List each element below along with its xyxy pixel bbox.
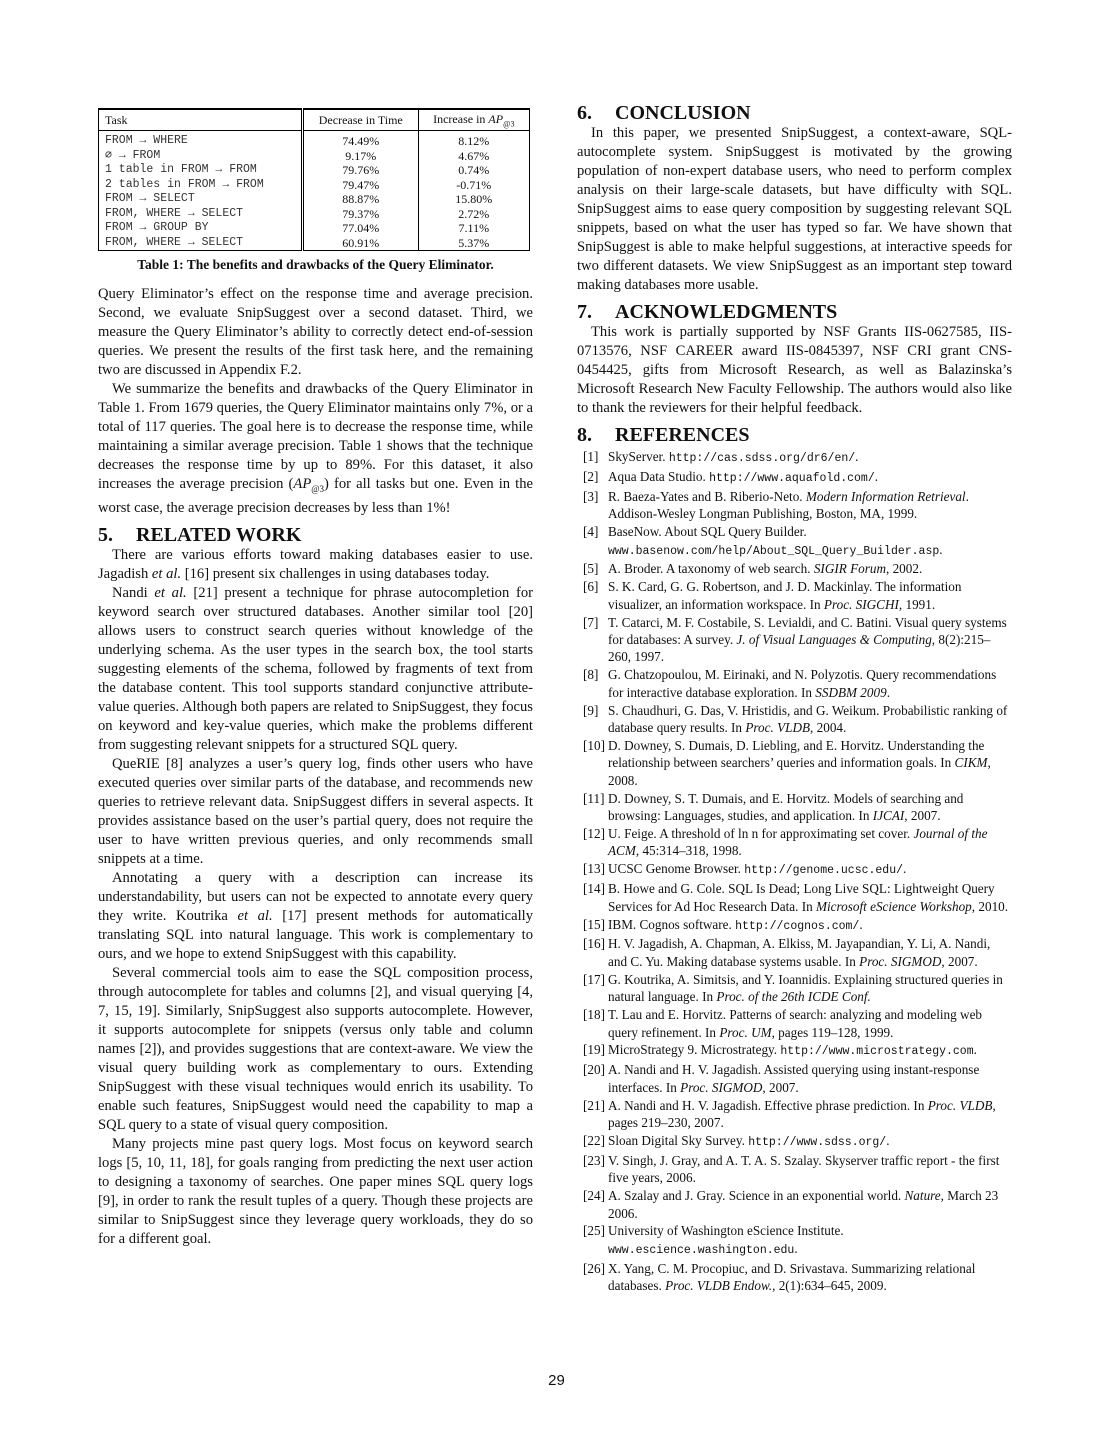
text-run: , 45:314–318, 1998. (635, 843, 742, 859)
text-run: [21] present a technique for phrase autocompletion for keyword search over structured databases. Another similar tool [20] allows users to construct search queries without knowledge of the underlying schema. As the user types in the search box, the tool starts suggesting elements of the schema, followed by fragments of text from the database content. This tool supports standard conjunctive attribute-value queries. Although both papers are related to SnipSuggest, they focus on keyword and key-value queries, which make the problems different from suggesting relevant snippets for a structured SQL query. (98, 585, 533, 754)
cell-task: 2 tables in FROM → FROM (99, 178, 303, 193)
page-number: 29 (548, 1372, 565, 1389)
reference-item (577, 1187, 1012, 1222)
cell-task: FROM, WHERE → SELECT (99, 207, 303, 222)
italic-text: Proc. of the 26th ICDE Conf. (716, 989, 871, 1005)
cell-increase-ap: 15.80% (418, 192, 529, 207)
reference-item (577, 560, 1012, 577)
reference-number: [16] (583, 936, 605, 952)
reference-item (577, 1097, 1012, 1132)
italic-text: Proc. VLDB Endow. (665, 1278, 773, 1294)
paragraph (98, 285, 533, 380)
header-task: Task (99, 109, 303, 131)
reference-number: [11] (583, 790, 605, 806)
results-table (98, 108, 530, 251)
paragraph (98, 869, 533, 964)
section-number: 6. (577, 102, 592, 124)
text-run: S. K. Card, G. G. Robertson, and J. D. Mackinlay. The information visualizer, an information workspace. In (608, 579, 962, 612)
italic-text: SSDBM 2009 (815, 684, 887, 700)
text-run: , 8(2):215–260, 1997. (608, 632, 991, 665)
text-run: V. Singh, J. Gray, and A. T. A. S. Szalay. Skyserver traffic report - the first five years, 2006. (608, 1152, 1000, 1186)
paragraph (577, 124, 1012, 295)
header-ap-prefix: Increase in (433, 112, 489, 126)
text-run: . (939, 541, 943, 557)
reference-item (577, 971, 1012, 1006)
text-run: S. Chaudhuri, G. Das, V. Hristidis, and G. Weikum. Probabilistic ranking of database query results. In (608, 702, 1008, 736)
text-run: A. Szalay and J. Gray. Science in an exponential world. (608, 1188, 905, 1204)
section-heading (577, 301, 1012, 323)
text-run: In this paper, we presented SnipSuggest, a context-aware, SQL-autocomplete system. SnipSuggest is motivated by the growing population of non-expert database users, who need to perform complex analysis on their large-scale datasets, but have difficulty with SQL. SnipSuggest aims to ease query composition by suggesting relevant SQL snippets, based on what the user has typed so far. We have shown that SnipSuggest is able to make helpful suggestions, at interactive speeds for two different datasets. We view SnipSuggest as an important step toward making databases more usable. (577, 125, 1012, 293)
text-run: , 2010. (971, 898, 1009, 914)
reference-item (577, 1260, 1012, 1295)
reference-number: [10] (583, 738, 605, 753)
section-number: 7. (577, 301, 592, 323)
text-run: , 2007. (904, 808, 941, 824)
text-run: SkyServer. (608, 449, 669, 464)
cell-task: ∅ → FROM (99, 149, 303, 164)
paragraph (98, 546, 533, 584)
text-run: T. Catarci, M. F. Costabile, S. Levialdi, and C. Batini. Visual query systems for databases: A survey. (608, 614, 1007, 648)
text-run: BaseNow. About SQL Query Builder. (608, 524, 807, 540)
text-run: . Addison-Wesley Longman Publishing, Boston, MA, 1999. (608, 488, 969, 522)
text-run: University of Washington eScience Institute. (608, 1223, 844, 1239)
cell-decrease-time: 60.91% (302, 236, 418, 251)
text-run: . (886, 1132, 890, 1148)
reference-item (577, 1041, 1012, 1060)
text-run: , pages 119–128, 1999. (771, 1024, 894, 1040)
text-run: There are various efforts toward making databases easier to use. Jagadish (98, 547, 533, 583)
header-ap-math: AP (488, 112, 504, 126)
text-run: , 2002. (885, 561, 923, 577)
table-row (99, 149, 530, 164)
italic-text: Microsoft eScience Workshop (816, 898, 972, 914)
table-header-row (99, 109, 530, 131)
reference-item (577, 448, 1012, 467)
cell-decrease-time: 88.87% (302, 192, 418, 207)
text-run: UCSC Genome Browser. (608, 861, 745, 877)
cell-decrease-time: 79.37% (302, 207, 418, 222)
section-title: ACKNOWLEDGMENTS (615, 301, 838, 323)
text-run: , pages 219–230, 2007. (608, 1097, 996, 1131)
reference-number: [17] (583, 971, 605, 987)
paragraph (98, 964, 533, 1135)
table-caption: Table 1: The benefits and drawbacks of the Query Eliminator. (137, 257, 494, 273)
reference-number: [25] (583, 1223, 605, 1239)
text-run: QueRIE [8] analyzes a user’s query log, finds other users who have executed queries over similar parts of the database, and recommends new queries to retrieve relevant data. SnipSuggest differs in several aspects. It provides assistance based on the user’s partial query, does not require the user to have written previous queries, and only recommends small snippets at a time. (98, 756, 533, 868)
text-run: A. Nandi and H. V. Jagadish. Effective phrase prediction. In (608, 1097, 928, 1113)
cell-task: FROM, WHERE → SELECT (99, 236, 303, 251)
italic-text: CIKM (954, 755, 988, 771)
italic-text: Modern Information Retrieval (805, 488, 966, 504)
text-run: A. Nandi and H. V. Jagadish. Assisted querying using instant-response interfaces. In (608, 1062, 980, 1095)
section-title: REFERENCES (615, 424, 750, 446)
reference-item (577, 935, 1012, 970)
cell-task: FROM → WHERE (99, 131, 303, 149)
italic-text: Nature (904, 1188, 941, 1204)
text-run: T. Lau and E. Horvitz. Patterns of search: analyzing and modeling web query refinement. In (608, 1007, 983, 1040)
reference-number: [1] (583, 449, 599, 464)
cell-increase-ap: 0.74% (418, 163, 529, 178)
reference-number: [26] (583, 1260, 605, 1276)
text-run: , 1991. (898, 596, 936, 612)
reference-item (577, 1132, 1012, 1151)
reference-number: [14] (583, 881, 605, 897)
italic-text: Proc. SIGCHI (823, 596, 899, 612)
reference-item (577, 578, 1012, 613)
reference-list (577, 448, 1012, 1295)
text-run: , 2008. (608, 755, 991, 788)
text-run: This work is partially supported by NSF Grants IIS-0627585, IIS-0713576, NSF CAREER award IIS-0845397, NSF CRI grant CNS-0454425, gifts from Microsoft Research, as well as Balazinska’s Microsoft Research New Faculty Fellowship. The authors would also like to thank the reviewers for their helpful feedback. (577, 324, 1012, 416)
italic-text: Proc. SIGMOD (680, 1079, 763, 1095)
reference-item (577, 1006, 1012, 1041)
section-title: CONCLUSION (615, 102, 751, 124)
italic-text: Proc. VLDB (927, 1097, 993, 1113)
reference-item (577, 825, 1012, 860)
reference-number: [6] (583, 579, 599, 595)
text-run: , 2(1):634–645, 2009. (772, 1278, 887, 1294)
url-text: www.basenow.com/help/About_SQL_Query_Builder.asp (608, 544, 940, 558)
italic-text: Proc. SIGMOD (859, 953, 942, 969)
subscript: @3 (311, 484, 325, 495)
cell-decrease-time: 74.49% (302, 131, 418, 149)
reference-item (577, 488, 1012, 523)
text-run: IBM. Cognos software. (608, 916, 736, 932)
section-heading (577, 424, 1012, 446)
right-column (577, 96, 1012, 1295)
text-run: . (903, 861, 907, 877)
text-run: [16] present six challenges in using databases today. (181, 566, 490, 583)
cell-increase-ap: 8.12% (418, 131, 529, 149)
text-run: D. Downey, S. Dumais, D. Liebling, and E. Horvitz. Understanding the relationship between searchers’ queries and information goals. In (608, 738, 985, 771)
reference-number: [20] (583, 1062, 605, 1078)
reference-item (577, 1152, 1012, 1187)
reference-number: [23] (583, 1152, 605, 1168)
text-run: . (874, 468, 879, 484)
table-row (99, 207, 530, 222)
text-run: . (859, 916, 863, 932)
reference-number: [9] (583, 702, 599, 718)
paragraph (98, 380, 533, 518)
reference-item (577, 1061, 1012, 1096)
reference-number: [22] (583, 1132, 605, 1148)
text-run: Nandi (112, 585, 155, 602)
text-run: ) for all tasks but one. Even in the worst case, the average precision decreases by less than 1%! (98, 476, 533, 517)
table-row (99, 221, 530, 236)
paragraph (98, 755, 533, 869)
paragraph (577, 323, 1012, 418)
italic-text: et al. (151, 566, 182, 583)
url-text: http://cognos.com/ (735, 919, 860, 933)
reference-number: [5] (583, 561, 599, 577)
reference-number: [13] (583, 861, 605, 877)
cell-decrease-time: 9.17% (302, 149, 418, 164)
cell-increase-ap: 5.37% (418, 236, 529, 251)
url-text: http://www.sdss.org/ (748, 1135, 887, 1149)
cell-increase-ap: 4.67% (418, 149, 529, 164)
text-run: , March 23 2006. (608, 1188, 999, 1221)
text-run: , 2007. (941, 953, 978, 969)
text-run: X. Yang, C. M. Procopiuc, and D. Srivastava. Summarizing relational databases. (608, 1260, 976, 1294)
reference-item (577, 737, 1012, 789)
header-decrease-time: Decrease in Time (302, 109, 418, 131)
cell-decrease-time: 77.04% (302, 221, 418, 236)
reference-number: [18] (583, 1007, 605, 1023)
table-row (99, 236, 530, 251)
table-row (99, 163, 530, 178)
cell-task: FROM → GROUP BY (99, 221, 303, 236)
text-run: Several commercial tools aim to ease the SQL composition process, through autocomplete for tables and columns [2], and visual querying [4, 7, 15, 19]. Similarly, SnipSuggest also supports autocomplete. However, it supports autocomplete for snippets (versus only table and column names [2]), and provides suggestions that are context-aware. We view the visual query building work as complementary to ours. Extending SnipSuggest with these visual techniques would enrich its usability. To enable such features, SnipSuggest would need the capability to map a SQL query to a state of visual query composition. (98, 965, 533, 1134)
table-row (99, 131, 530, 149)
cell-task: 1 table in FROM → FROM (99, 163, 303, 178)
url-text: http://genome.ucsc.edu/ (744, 864, 904, 878)
cell-increase-ap: 2.72% (418, 207, 529, 222)
section-title: RELATED WORK (136, 524, 302, 547)
text-run: We summarize the benefits and drawbacks of the Query Eliminator in Table 1. From 1679 queries, the Query Eliminator maintains only 7%, or a total of 117 queries. The goal here is to decrease the response time, while maintaining a similar average precision. Table 1 shows that the technique decreases the response time by up to 89%. For this dataset, it also increases the average precision ( (98, 381, 533, 493)
text-run: [17] present methods for automatically translating SQL into natural language. This work is complementary to ours, and we hope to extend SnipSuggest with this capability. (98, 908, 533, 963)
italic-text: et al. (154, 585, 187, 602)
text-run: Aqua Data Studio. (608, 468, 710, 484)
url-text: www.escience.washington.edu (608, 1243, 795, 1257)
url-text: http://www.microstrategy.com (780, 1045, 974, 1059)
reference-number: [2] (583, 468, 599, 484)
reference-item (577, 468, 1012, 487)
reference-number: [12] (583, 826, 605, 842)
section-heading (98, 524, 533, 546)
left-column (98, 100, 533, 1249)
section-heading (577, 102, 1012, 124)
italic-text: IJCAI (872, 808, 905, 824)
cell-decrease-time: 79.47% (302, 178, 418, 193)
reference-number: [3] (583, 488, 599, 504)
right-text (577, 102, 1012, 446)
text-run: Many projects mine past query logs. Most focus on keyword search logs [5, 10, 11, 18], for goals ranging from predicting the next user action to designing a taxonomy of searches. One paper mines SQL query logs [9], in order to rank the result tuples of a query. Though these projects are similar to SnipSuggest since they leverage query workloads, they do so for a different goal. (98, 1136, 533, 1248)
table-row (99, 178, 530, 193)
header-ap-sub: @3 (503, 119, 515, 129)
reference-item (577, 1222, 1012, 1259)
reference-item (577, 614, 1012, 666)
reference-item (577, 860, 1012, 879)
text-run: . (794, 1240, 798, 1256)
italic-text: SIGIR Forum (813, 561, 886, 577)
cell-increase-ap: -0.71% (418, 178, 529, 193)
text-run: Query Eliminator’s effect on the response time and average precision. Second, we evaluate SnipSuggest over a second dataset. Third, we measure the Query Eliminator’s ability to correctly detect end-of-session queries. We present the results of the first task here, and the remaining two are discussed in Appendix F.2. (98, 286, 533, 379)
text-run: H. V. Jagadish, A. Chapman, A. Elkiss, M. Jayapandian, Y. Li, A. Nandi, and C. Yu. Making database systems usable. In (608, 936, 991, 969)
text-run: Annotating a query with a description can increase its understandability, but users can not be expected to annotate every query they write. Koutrika (98, 870, 533, 925)
reference-number: [8] (583, 667, 599, 683)
text-run: G. Koutrika, A. Simitsis, and Y. Ioannidis. Explaining structured queries in natural language. In (608, 971, 1003, 1005)
reference-item (577, 880, 1012, 915)
text-run: Sloan Digital Sky Survey. (608, 1132, 749, 1148)
paragraph (98, 584, 533, 755)
italic-text: Proc. UM (719, 1024, 772, 1040)
text-run: D. Downey, S. T. Dumais, and E. Horvitz. Models of searching and browsing: Languages, studies, and application. In (608, 790, 964, 824)
italic-text: Proc. VLDB (745, 720, 811, 736)
text-run: . (886, 684, 890, 700)
section-number: 5. (98, 524, 113, 547)
text-run: A. Broder. A taxonomy of web search. (608, 561, 814, 577)
text-run: MicroStrategy 9. Microstrategy. (608, 1042, 781, 1058)
reference-number: [15] (583, 916, 605, 932)
reference-number: [21] (583, 1097, 605, 1113)
text-run: R. Baeza-Yates and B. Riberio-Neto. (608, 488, 806, 504)
italic-text: et al. (237, 908, 273, 925)
left-text (98, 285, 533, 1249)
section-number: 8. (577, 424, 592, 446)
url-text: http://cas.sdss.org/dr6/en/ (668, 452, 856, 465)
cell-decrease-time: 79.76% (302, 163, 418, 178)
text-run: , 2004. (810, 720, 847, 736)
reference-item (577, 702, 1012, 737)
reference-item (577, 523, 1012, 560)
reference-number: [4] (583, 524, 599, 540)
italic-text: AP (293, 476, 312, 493)
url-text: http://www.aquafold.com/ (709, 471, 875, 485)
reference-item (577, 916, 1012, 935)
text-run: . (855, 449, 859, 464)
reference-item (577, 666, 1012, 701)
reference-item (577, 790, 1012, 825)
reference-number: [7] (583, 614, 599, 630)
table-body (99, 131, 530, 251)
text-run: G. Chatzopoulou, M. Eirinaki, and N. Polyzotis. Query recommendations for interactive database exploration. In (608, 667, 997, 700)
reference-number: [24] (583, 1188, 605, 1204)
text-run: U. Feige. A threshold of ln n for approximating set cover. (608, 826, 914, 842)
text-run: . (973, 1042, 977, 1058)
cell-task: FROM → SELECT (99, 192, 303, 207)
italic-text: Journal of the ACM (608, 826, 988, 859)
text-run: B. Howe and G. Cole. SQL Is Dead; Long Live SQL: Lightweight Query Services for Ad Hoc Research Data. In (608, 881, 995, 914)
paragraph (98, 1135, 533, 1249)
reference-number: [19] (583, 1042, 605, 1058)
italic-text: J. of Visual Languages & Computing (736, 632, 932, 648)
table-row (99, 192, 530, 207)
cell-increase-ap: 7.11% (418, 221, 529, 236)
header-increase-ap (418, 109, 529, 131)
text-run: , 2007. (762, 1079, 799, 1095)
